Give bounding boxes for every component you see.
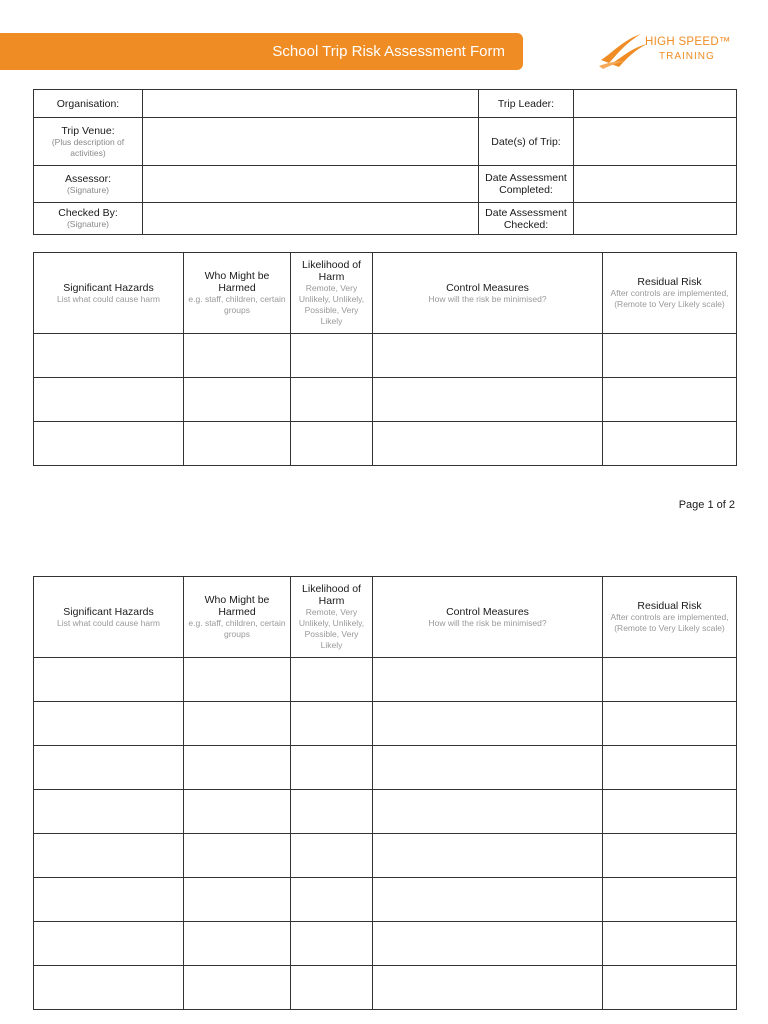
who-might-be-harmed-cell[interactable]	[184, 378, 291, 422]
table-row	[34, 702, 737, 746]
column-header-residual-risk	[603, 253, 737, 334]
residual-risk-cell[interactable]	[603, 922, 737, 966]
significant-hazards-cell[interactable]	[34, 378, 184, 422]
control-measures-cell[interactable]	[373, 702, 603, 746]
who-might-be-harmed-cell[interactable]	[184, 422, 291, 466]
high-speed-training-logo	[597, 30, 747, 70]
date-completed-field[interactable]	[574, 166, 737, 203]
form-title: School Trip Risk Assessment Form	[272, 43, 505, 60]
assessor-field[interactable]	[143, 166, 479, 203]
who-might-be-harmed-cell[interactable]	[184, 966, 291, 1010]
control-measures-cell[interactable]	[373, 790, 603, 834]
control-measures-cell[interactable]	[373, 834, 603, 878]
likelihood-of-harm-cell[interactable]	[291, 922, 373, 966]
logo-text-high-speed: HIGH SPEED™	[645, 36, 731, 48]
residual-risk-cell[interactable]	[603, 746, 737, 790]
date-checked-field[interactable]	[574, 203, 737, 235]
significant-hazards-cell[interactable]	[34, 422, 184, 466]
column-subtitle: How will the risk be minimised?	[428, 293, 547, 304]
table-row	[34, 878, 737, 922]
significant-hazards-cell[interactable]	[34, 790, 184, 834]
significant-hazards-cell[interactable]	[34, 702, 184, 746]
column-subtitle: How will the risk be minimised?	[428, 617, 547, 628]
risk-table-2	[33, 576, 737, 1010]
significant-hazards-cell[interactable]	[34, 746, 184, 790]
dates-field[interactable]	[574, 118, 737, 166]
column-subtitle: List what could cause harm	[57, 617, 160, 628]
who-might-be-harmed-cell[interactable]	[184, 878, 291, 922]
control-measures-cell[interactable]	[373, 378, 603, 422]
organisation-label: Organisation:	[34, 90, 143, 118]
column-title: Likelihood of Harm	[302, 583, 361, 607]
trip-venue-label: Trip Venue: (Plus description of activities)	[34, 118, 143, 166]
likelihood-of-harm-cell[interactable]	[291, 790, 373, 834]
residual-risk-cell[interactable]	[603, 834, 737, 878]
trip-venue-sublabel: (Plus description of activities)	[51, 136, 125, 158]
control-measures-cell[interactable]	[373, 878, 603, 922]
column-subtitle: e.g. staff, children, certain groups	[188, 618, 286, 639]
column-header-likelihood-of-harm	[291, 253, 373, 334]
column-header-who-might-be-harmed	[184, 577, 291, 658]
significant-hazards-cell[interactable]	[34, 878, 184, 922]
control-measures-cell[interactable]	[373, 334, 603, 378]
significant-hazards-cell[interactable]	[34, 966, 184, 1010]
logo-text-training: TRAINING	[659, 51, 715, 62]
likelihood-of-harm-cell[interactable]	[291, 658, 373, 702]
column-title: Residual Risk	[637, 276, 702, 288]
residual-risk-cell[interactable]	[603, 790, 737, 834]
who-might-be-harmed-cell[interactable]	[184, 790, 291, 834]
table-row	[34, 378, 737, 422]
column-subtitle: Remote, Very Unlikely, Unlikely, Possible, Very Likely	[298, 283, 365, 326]
trip-info-table	[33, 89, 737, 235]
column-header-control-measures	[373, 253, 603, 334]
page-number: Page 1 of 2	[678, 499, 735, 511]
control-measures-cell[interactable]	[373, 658, 603, 702]
trip-venue-field[interactable]	[143, 118, 479, 166]
column-header-who-might-be-harmed	[184, 253, 291, 334]
column-title: Significant Hazards	[63, 281, 154, 294]
date-checked-label: Date Assessment Checked:	[479, 203, 574, 235]
column-title: Who Might be Harmed	[204, 270, 270, 294]
who-might-be-harmed-cell[interactable]	[184, 922, 291, 966]
checked-by-field[interactable]	[143, 203, 479, 235]
date-completed-label: Date Assessment Completed:	[479, 166, 574, 203]
who-might-be-harmed-cell[interactable]	[184, 702, 291, 746]
table-row	[34, 834, 737, 878]
header-row	[34, 253, 737, 334]
likelihood-of-harm-cell[interactable]	[291, 746, 373, 790]
table-row	[34, 658, 737, 702]
column-header-significant-hazards	[34, 577, 184, 658]
column-title: Likelihood of Harm	[302, 259, 361, 283]
column-title: Control Measures	[446, 605, 529, 618]
table-row	[34, 922, 737, 966]
likelihood-of-harm-cell[interactable]	[291, 702, 373, 746]
trip-leader-field[interactable]	[574, 90, 737, 118]
column-subtitle: Remote, Very Unlikely, Unlikely, Possible, Very Likely	[298, 607, 365, 650]
who-might-be-harmed-cell[interactable]	[184, 334, 291, 378]
control-measures-cell[interactable]	[373, 966, 603, 1010]
who-might-be-harmed-cell[interactable]	[184, 746, 291, 790]
who-might-be-harmed-cell[interactable]	[184, 658, 291, 702]
residual-risk-cell[interactable]	[603, 878, 737, 922]
likelihood-of-harm-cell[interactable]	[291, 878, 373, 922]
column-subtitle: e.g. staff, children, certain groups	[188, 294, 286, 315]
column-title: Significant Hazards	[63, 605, 154, 618]
column-header-control-measures	[373, 577, 603, 658]
residual-risk-cell[interactable]	[603, 702, 737, 746]
column-header-likelihood-of-harm	[291, 577, 373, 658]
assessor-label: Assessor: (Signature)	[34, 166, 143, 203]
column-title: Who Might be Harmed	[204, 594, 270, 618]
dates-label: Date(s) of Trip:	[479, 118, 574, 166]
header-row	[34, 577, 737, 658]
likelihood-of-harm-cell[interactable]	[291, 966, 373, 1010]
significant-hazards-cell[interactable]	[34, 334, 184, 378]
column-subtitle: List what could cause harm	[57, 293, 160, 304]
checked-by-sublabel: (Signature)	[66, 219, 110, 229]
significant-hazards-cell[interactable]	[34, 922, 184, 966]
residual-risk-cell[interactable]	[603, 422, 737, 466]
likelihood-of-harm-cell[interactable]	[291, 422, 373, 466]
table-row	[34, 746, 737, 790]
column-header-significant-hazards	[34, 253, 184, 334]
significant-hazards-cell[interactable]	[34, 834, 184, 878]
residual-risk-cell[interactable]	[603, 966, 737, 1010]
significant-hazards-cell[interactable]	[34, 658, 184, 702]
risk-table-1	[33, 252, 737, 466]
column-title: Residual Risk	[637, 600, 702, 612]
likelihood-of-harm-cell[interactable]	[291, 378, 373, 422]
residual-risk-cell[interactable]	[603, 334, 737, 378]
column-subtitle: After controls are implemented, (Remote to Very Likely scale)	[610, 612, 729, 633]
table-row	[34, 790, 737, 834]
residual-risk-cell[interactable]	[603, 658, 737, 702]
assessor-sublabel: (Signature)	[66, 184, 110, 195]
control-measures-cell[interactable]	[373, 422, 603, 466]
who-might-be-harmed-cell[interactable]	[184, 834, 291, 878]
trip-leader-label: Trip Leader:	[479, 90, 574, 118]
title-banner	[0, 33, 523, 70]
column-subtitle: After controls are implemented, (Remote to Very Likely scale)	[610, 288, 729, 309]
table-row	[34, 422, 737, 466]
column-title: Control Measures	[446, 281, 529, 294]
residual-risk-cell[interactable]	[603, 378, 737, 422]
control-measures-cell[interactable]	[373, 746, 603, 790]
checked-by-label: Checked By: (Signature)	[34, 203, 143, 235]
organisation-field[interactable]	[143, 90, 479, 118]
likelihood-of-harm-cell[interactable]	[291, 334, 373, 378]
table-row	[34, 334, 737, 378]
table-row	[34, 966, 737, 1010]
likelihood-of-harm-cell[interactable]	[291, 834, 373, 878]
control-measures-cell[interactable]	[373, 922, 603, 966]
column-header-residual-risk	[603, 577, 737, 658]
